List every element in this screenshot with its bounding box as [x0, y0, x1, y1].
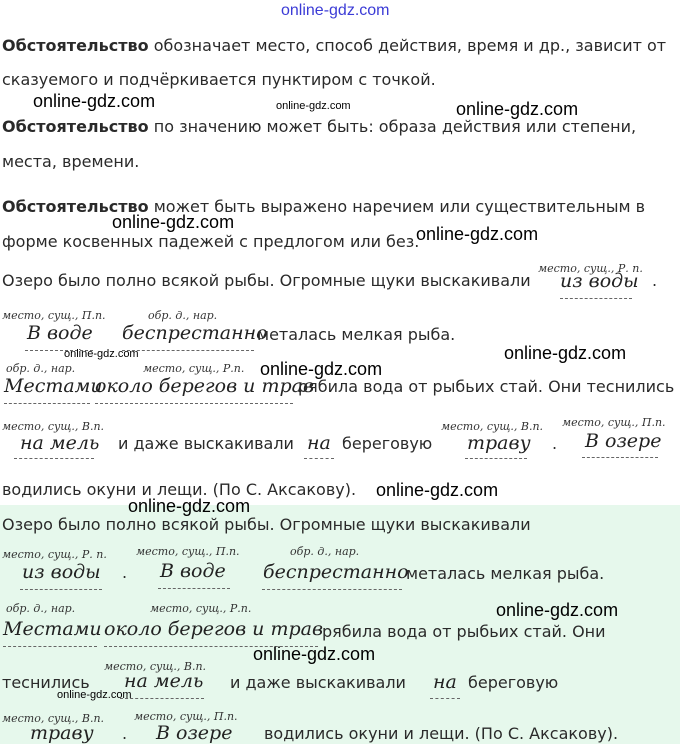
text2-text: водились окуни и лещи. (По С. Аксакову).: [264, 724, 619, 743]
theory-p3-line1: [2, 197, 645, 216]
text1-adverbial: из воды: [560, 270, 639, 292]
text2-label: место, сущ., Р. п.: [2, 548, 107, 561]
dash-underline: [582, 457, 658, 458]
watermark: online-gdz.com: [128, 496, 251, 516]
watermark: online-gdz.com: [456, 99, 579, 119]
text1-adverbial: беспрестанно: [122, 322, 268, 344]
text2-adverbial: беспрестанно: [263, 561, 409, 583]
dash-underline: [95, 403, 293, 404]
text2-dot: .: [122, 724, 128, 743]
dash-underline: [430, 698, 460, 699]
dash-underline: [465, 458, 527, 459]
text2-label: обр. д., нар.: [290, 545, 360, 558]
text2-label: место, сущ., П.п.: [134, 710, 238, 723]
text1-label: обр. д., нар.: [6, 362, 76, 375]
text1-dot: .: [552, 434, 558, 453]
theory-p1-line1: [2, 36, 666, 55]
text1-label: место, сущ., Р. п.: [538, 262, 643, 275]
text2-adverbial: В воде: [160, 560, 226, 582]
theory-p3-line2: форме косвенных падежей с предлогом или без.: [2, 232, 420, 251]
text1-line5: водились окуни и лещи. (По С. Аксакову).: [2, 480, 357, 499]
text1-adverbial: В озере: [585, 430, 662, 452]
dash-underline: [14, 458, 94, 459]
text2-label: обр. д., нар.: [6, 602, 76, 615]
text1-label: место, сущ., П.п.: [562, 416, 666, 429]
dash-underline: [120, 698, 204, 699]
theory-p1-line2: сказуемого и подчёркивается пунктиром с точкой.: [2, 70, 436, 89]
dash-underline: [3, 646, 97, 647]
text1-text: рябила вода от рыбьих стай. Они теснились: [298, 377, 675, 396]
text1-label: обр. д., нар.: [148, 309, 218, 322]
dash-underline: [4, 403, 90, 404]
watermark: online-gdz.com: [376, 480, 499, 500]
watermark-small: online-gdz.com: [276, 100, 351, 112]
text2-adverbial: Местами: [3, 618, 102, 640]
text2-adverbial: около берегов и трав: [104, 618, 324, 640]
theory-text: по значению может быть: образа действия или степени,: [148, 117, 637, 136]
text2-dot: .: [122, 563, 128, 582]
text1-label: место, сущ., Р.п.: [143, 362, 245, 375]
text1-text: металась мелкая рыба.: [257, 325, 456, 344]
watermark: online-gdz.com: [260, 359, 383, 379]
watermark: online-gdz.com: [416, 224, 539, 244]
theory-p2-line2: места, времени.: [2, 152, 140, 171]
text1-line1: Озеро было полно всякой рыбы. Огромные щуки выскакивали: [2, 271, 531, 290]
theory-term: Обстоятельство: [2, 36, 149, 55]
text2-adverbial: на: [433, 671, 457, 693]
text1-adverbial: на мель: [20, 432, 100, 454]
theory-term: Обстоятельство: [2, 197, 149, 216]
text2-label: место, сущ., В.п.: [2, 712, 105, 725]
text1-adverbial: на: [307, 432, 331, 454]
dash-underline: [560, 298, 632, 299]
text2-line1: Озеро было полно всякой рыбы. Огромные щуки выскакивали: [2, 515, 531, 534]
dash-underline: [158, 588, 230, 589]
watermark-top: online-gdz.com: [281, 2, 390, 19]
watermark: online-gdz.com: [253, 644, 376, 664]
text1-adverbial: Местами: [4, 375, 103, 397]
text1-adverbial: В воде: [27, 322, 93, 344]
text2-text: теснились: [2, 673, 90, 692]
watermark: online-gdz.com: [496, 600, 619, 620]
theory-text: обозначает место, способ действия, время и др., зависит от: [148, 36, 667, 55]
watermark: online-gdz.com: [33, 91, 156, 111]
watermark-small: online-gdz.com: [64, 348, 139, 360]
watermark: online-gdz.com: [504, 343, 627, 363]
theory-text: может быть выражено наречием или существительным в: [148, 197, 646, 216]
text1-label: место, сущ., П.п.: [2, 309, 106, 322]
text2-adverbial: из воды: [22, 561, 101, 583]
theory-term: Обстоятельство: [2, 117, 149, 136]
text2-label: место, сущ., П.п.: [136, 545, 240, 558]
text2-label: место, сущ., Р.п.: [150, 602, 252, 615]
text2-text: береговую: [468, 673, 559, 692]
text1-dot: .: [652, 271, 658, 290]
text2-adverbial: В озере: [156, 722, 233, 744]
dash-underline: [20, 589, 102, 590]
text2-text: металась мелкая рыба.: [406, 564, 605, 583]
dash-underline: [304, 458, 334, 459]
dash-underline: [122, 350, 254, 351]
text1-text: береговую: [342, 434, 433, 453]
text2-text: и даже выскакивали: [230, 673, 406, 692]
text2-text: рябила вода от рыбьих стай. Они: [322, 622, 606, 641]
text2-label: место, сущ., В.п.: [104, 660, 207, 673]
dash-underline: [262, 589, 402, 590]
watermark: online-gdz.com: [112, 212, 235, 232]
text1-label: место, сущ., В.п.: [441, 420, 544, 433]
text2-adverbial: на мель: [124, 670, 204, 692]
text1-adverbial: около берегов и трав: [95, 375, 315, 397]
text1-adverbial: траву: [467, 432, 531, 454]
text1-text: и даже выскакивали: [118, 434, 294, 453]
text1-label: место, сущ., В.п.: [2, 420, 105, 433]
watermark-small: online-gdz.com: [57, 689, 132, 701]
text2-adverbial: траву: [30, 722, 94, 744]
